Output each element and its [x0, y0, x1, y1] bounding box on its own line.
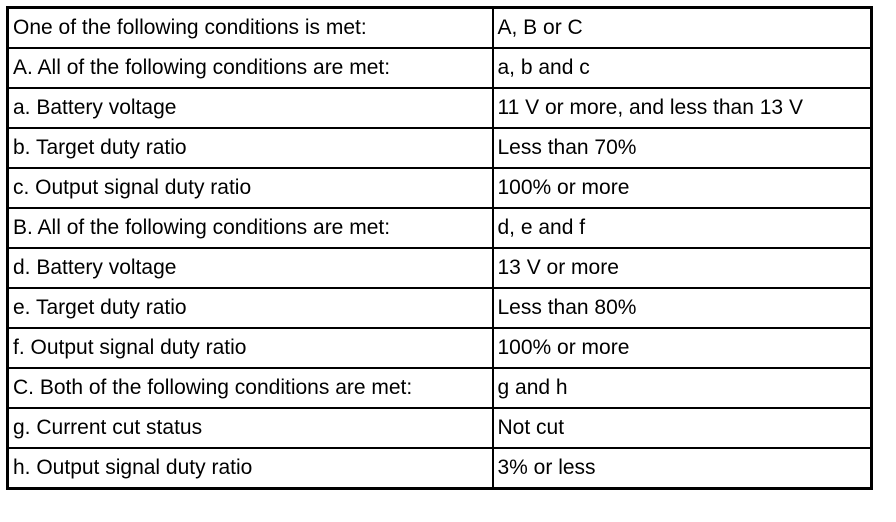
condition-cell: d. Battery voltage	[8, 248, 493, 288]
value-cell: 11 V or more, and less than 13 V	[493, 88, 872, 128]
table-row	[8, 168, 872, 208]
conditions-table	[6, 6, 873, 490]
condition-cell: C. Both of the following conditions are met:	[8, 368, 493, 408]
table-row	[8, 248, 872, 288]
conditions-table-container	[6, 6, 870, 490]
table-row	[8, 88, 872, 128]
table-row	[8, 128, 872, 168]
table-row	[8, 208, 872, 248]
table-row	[8, 408, 872, 448]
condition-cell: One of the following conditions is met:	[8, 8, 493, 49]
value-cell: 100% or more	[493, 328, 872, 368]
value-cell: Less than 80%	[493, 288, 872, 328]
table-row	[8, 368, 872, 408]
condition-cell: f. Output signal duty ratio	[8, 328, 493, 368]
condition-cell: A. All of the following conditions are met:	[8, 48, 493, 88]
value-cell: 3% or less	[493, 448, 872, 489]
value-cell: Less than 70%	[493, 128, 872, 168]
condition-cell: e. Target duty ratio	[8, 288, 493, 328]
condition-cell: B. All of the following conditions are met:	[8, 208, 493, 248]
value-cell: d, e and f	[493, 208, 872, 248]
condition-cell: c. Output signal duty ratio	[8, 168, 493, 208]
condition-cell: h. Output signal duty ratio	[8, 448, 493, 489]
table-row	[8, 288, 872, 328]
value-cell: 13 V or more	[493, 248, 872, 288]
value-cell: A, B or C	[493, 8, 872, 49]
value-cell: Not cut	[493, 408, 872, 448]
condition-cell: b. Target duty ratio	[8, 128, 493, 168]
value-cell: a, b and c	[493, 48, 872, 88]
condition-cell: g. Current cut status	[8, 408, 493, 448]
table-row	[8, 448, 872, 489]
value-cell: 100% or more	[493, 168, 872, 208]
table-row	[8, 8, 872, 49]
table-row	[8, 328, 872, 368]
value-cell: g and h	[493, 368, 872, 408]
condition-cell: a. Battery voltage	[8, 88, 493, 128]
table-row	[8, 48, 872, 88]
